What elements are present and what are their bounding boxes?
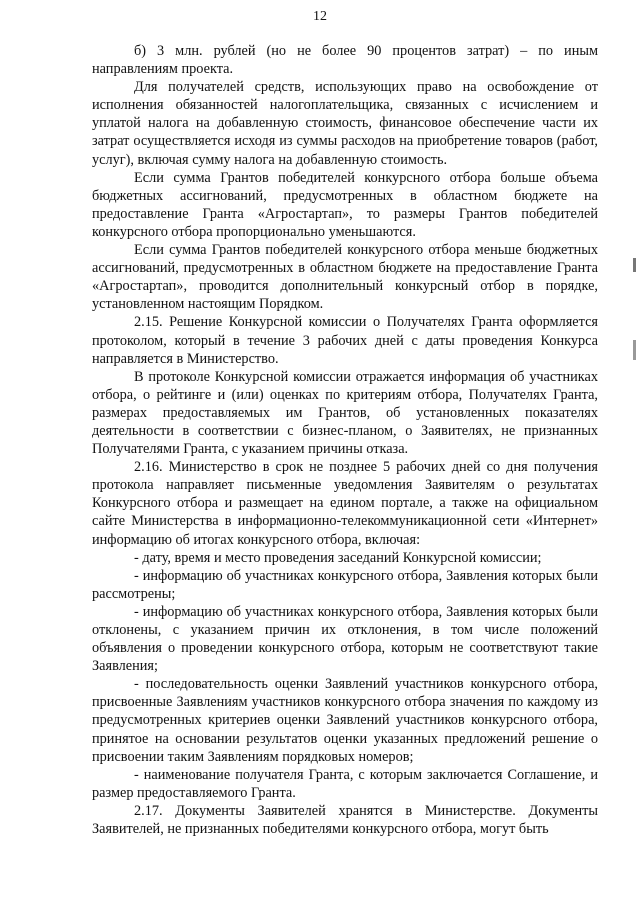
paragraph: 2.15. Решение Конкурсной комиссии о Получателях Гранта оформляется протоколом, который в течение 3 рабочих дней с даты проведения Конкурса направляется в Министерство. <box>92 314 598 367</box>
list-item: - информацию об участниках конкурсного отбора, Заявления которых были рассмотрены; <box>92 567 598 602</box>
list-item: - информацию об участниках конкурсного отбора, Заявления которых были отклонены, с указанием причин их отклонения, в том числе положений объявления о проведении конкурсного отбора, которым не соответствуют такие Заявления; <box>92 603 598 675</box>
list-item: - последовательность оценки Заявлений участников конкурсного отбора, присвоенные Заявлениям участников конкурсного отбора значения по каждому из предусмотренных критериев оценки Заявлений участников конкурсного отбора, принятое на основании результатов оценки указанных предложений решение о присвоении таким Заявлениям порядковых номеров; <box>92 676 598 765</box>
paragraph: Если сумма Грантов победителей конкурсного отбора меньше бюджетных ассигнований, предусмотренных в областном бюджете на предоставление Гранта «Агростартап», проводится дополнительный конкурсный отбор в порядке, установленном настоящим Порядком. <box>92 242 598 313</box>
paragraph: 2.16. Министерство в срок не позднее 5 рабочих дней со дня получения протокола направляет письменные уведомления Заявителям о результатах Конкурсного отбора и размещает на едином портале, а также на официальном сайте Министерства в информационно-телекоммуникационной сети «Интернет» информацию об итогах конкурсного отбора, включая: <box>92 459 598 548</box>
scan-margin-mark <box>633 258 636 272</box>
paragraph: Для получателей средств, использующих право на освобождение от исполнения обязанностей налогоплательщика, связанных с исчислением и уплатой налога на добавленную стоимость, финансовое обеспечение части их затрат осуществляется исходя из суммы расходов на приобретение товаров (работ, услуг), включая сумму налога на добавленную стоимость. <box>92 79 598 168</box>
paragraph: В протоколе Конкурсной комиссии отражается информация об участниках отбора, о рейтинге и (или) оценках по критериям отбора, Получателях Гранта, размерах предоставляемых им Грантов, об установленных показателях деятельности в соответствии с бизнес-планом, о Заявителях, не признанных Получателями Гранта, с указанием причины отказа. <box>92 368 598 458</box>
paragraph: 2.17. Документы Заявителей хранятся в Министерстве. Документы Заявителей, не признанных победителями конкурсного отбора, могут быть <box>92 802 598 838</box>
list-item: - наименование получателя Гранта, с которым заключается Соглашение, и размер предоставляемого Гранта. <box>92 766 598 801</box>
document-body <box>92 42 598 838</box>
page-number: 12 <box>313 9 327 24</box>
list-item: - дату, время и место проведения заседаний Конкурсной комиссии; <box>134 549 542 566</box>
paragraph: Если сумма Грантов победителей конкурсного отбора больше объема бюджетных ассигнований, предусмотренных в областном бюджете на предоставление Гранта «Агростартап», то размеры Грантов победителей конкурсного отбора пропорционально уменьшаются. <box>92 169 598 240</box>
scan-margin-mark <box>633 340 636 360</box>
paragraph: б) 3 млн. рублей (но не более 90 процентов затрат) – по иным направлениям проекта. <box>92 43 598 78</box>
